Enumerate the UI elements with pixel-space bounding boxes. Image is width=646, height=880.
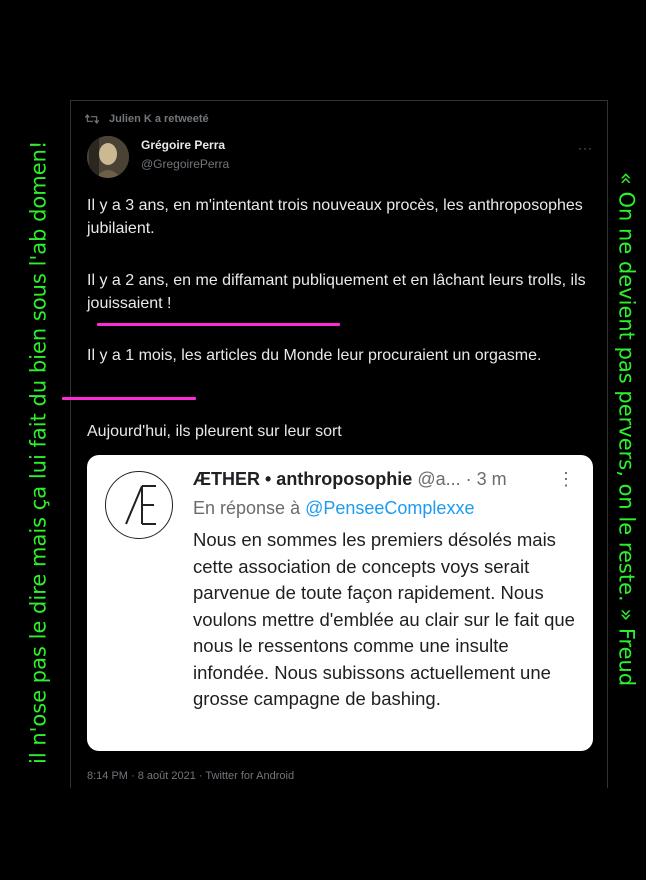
- tweet-card[interactable]: [70, 100, 608, 788]
- quoted-author-handle[interactable]: @a...: [417, 469, 461, 489]
- left-caption: il n'ose pas le dire mais ça lui fait du bien sous l'ab domen!: [26, 140, 51, 764]
- tweet-paragraph: Il y a 3 ans, en m'intentant trois nouveaux procès, les anthroposophes jubilaient.: [87, 197, 583, 237]
- right-caption: « On ne devient pas pervers, on le reste. » Freud: [614, 171, 639, 687]
- more-options-icon[interactable]: ···: [578, 141, 593, 155]
- quoted-more-icon[interactable]: ⋮: [557, 469, 575, 489]
- retweet-indicator: [85, 113, 209, 125]
- avatar-photo-icon: [87, 136, 129, 178]
- author-handle[interactable]: @GregoirePerra: [141, 157, 230, 171]
- aether-logo: [105, 471, 173, 539]
- highlight-underline: [62, 397, 196, 400]
- quoted-header: [193, 469, 507, 490]
- quoted-time: · 3 m: [465, 469, 507, 489]
- reply-context: [193, 498, 474, 519]
- quoted-author-name[interactable]: ÆTHER • anthroposophie: [193, 469, 413, 489]
- highlight-underline: [97, 323, 340, 326]
- author-name[interactable]: Grégoire Perra: [141, 138, 226, 152]
- tweet-paragraph: Il y a 2 ans, en me diffamant publiquement et en lâchant leurs trolls, ils jouissaient !: [87, 272, 586, 312]
- retweet-label[interactable]: Julien K a retweeté: [109, 113, 209, 125]
- reply-prefix: En réponse à: [193, 498, 301, 518]
- avatar[interactable]: [87, 136, 129, 178]
- tweet-paragraph: Il y a 1 mois, les articles du Monde leur procuraient un orgasme.: [87, 347, 542, 364]
- reply-to-link[interactable]: @PenseeComplexxe: [305, 498, 475, 518]
- retweet-icon: [85, 113, 99, 125]
- quoted-body: Nous en sommes les premiers désolés mais cette association de concepts voys serait parvenue de toute façon rapidement. Nous voulons mettre d'emblée au clair sur le fait que nous le ressentons comme une insulte infondée. Nous subissons actuellement une grosse campagne de bashing.: [193, 529, 575, 709]
- aether-logo-icon: [106, 472, 172, 538]
- tweet-timestamp[interactable]: 8:14 PM · 8 août 2021 · Twitter for Android: [87, 770, 295, 782]
- tweet-paragraph: Aujourd'hui, ils pleurent sur leur sort: [87, 423, 342, 440]
- quoted-tweet[interactable]: [87, 455, 593, 751]
